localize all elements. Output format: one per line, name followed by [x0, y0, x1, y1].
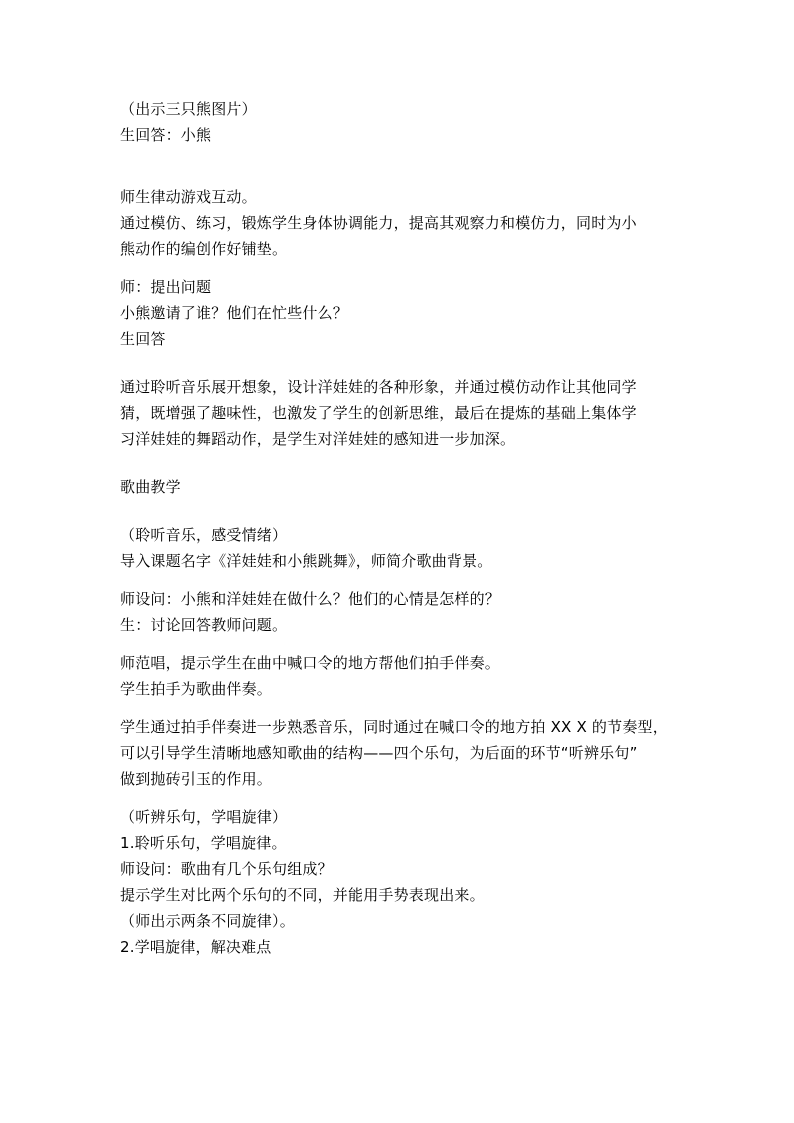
text-line: 小熊邀请了谁？他们在忙些什么？: [120, 304, 349, 322]
text-line: 师生律动游戏互动。: [120, 188, 257, 206]
text-line: 学生拍手为歌曲伴奏。: [120, 680, 273, 698]
text-line: 通过聆听音乐展开想象，设计洋娃娃的各种形象，并通过模仿动作让其他同学: [120, 378, 637, 396]
text-line: （听辨乐句，学唱旋律）: [120, 808, 288, 826]
section-heading: 歌曲教学: [120, 478, 181, 496]
text-line: 1.聆听乐句，学唱旋律。: [120, 834, 287, 852]
text-line: 生回答：小熊: [120, 126, 212, 144]
text-line: 通过模仿、练习，锻炼学生身体协调能力，提高其观察力和模仿力，同时为小: [120, 214, 637, 232]
text-line: 师范唱，提示学生在曲中喊口令的地方帮他们拍手伴奏。: [120, 654, 501, 672]
text-line: 习洋娃娃的舞蹈动作，是学生对洋娃娃的感知进一步加深。: [120, 430, 516, 448]
text-line: 2.学唱旋律，解决难点: [120, 938, 272, 956]
text-line: 熊动作的编创作好铺垫。: [120, 240, 288, 258]
text-line: 生回答: [120, 330, 166, 348]
text-line: 可以引导学生清晰地感知歌曲的结构——四个乐句，为后面的环节“听辨乐句”: [120, 744, 638, 762]
text-line: 师设问：歌曲有几个乐句组成？: [120, 860, 333, 878]
text-line: 导入课题名字《洋娃娃和小熊跳舞》，师简介歌曲背景。: [120, 552, 493, 570]
text-line: （聆听音乐，感受情绪）: [120, 526, 288, 544]
text-line: 学生通过拍手伴奏进一步熟悉音乐，同时通过在喊口令的地方拍 XX X 的节奏型，: [120, 718, 668, 736]
document-body: [120, 96, 680, 960]
text-line: （出示三只熊图片）: [120, 100, 257, 118]
text-line: 师：提出问题: [120, 278, 212, 296]
text-line: 提示学生对比两个乐句的不同，并能用手势表现出来。: [120, 886, 485, 904]
text-line: 做到抛砖引玉的作用。: [120, 770, 273, 788]
text-line: （师出示两条不同旋律）。: [120, 912, 295, 930]
text-line: 猜，既增强了趣味性，也激发了学生的创新思维，最后在提炼的基础上集体学: [120, 404, 637, 422]
text-line: 生：讨论回答教师问题。: [120, 616, 288, 634]
text-line: 师设问：小熊和洋娃娃在做什么？他们的心情是怎样的？: [120, 590, 501, 608]
